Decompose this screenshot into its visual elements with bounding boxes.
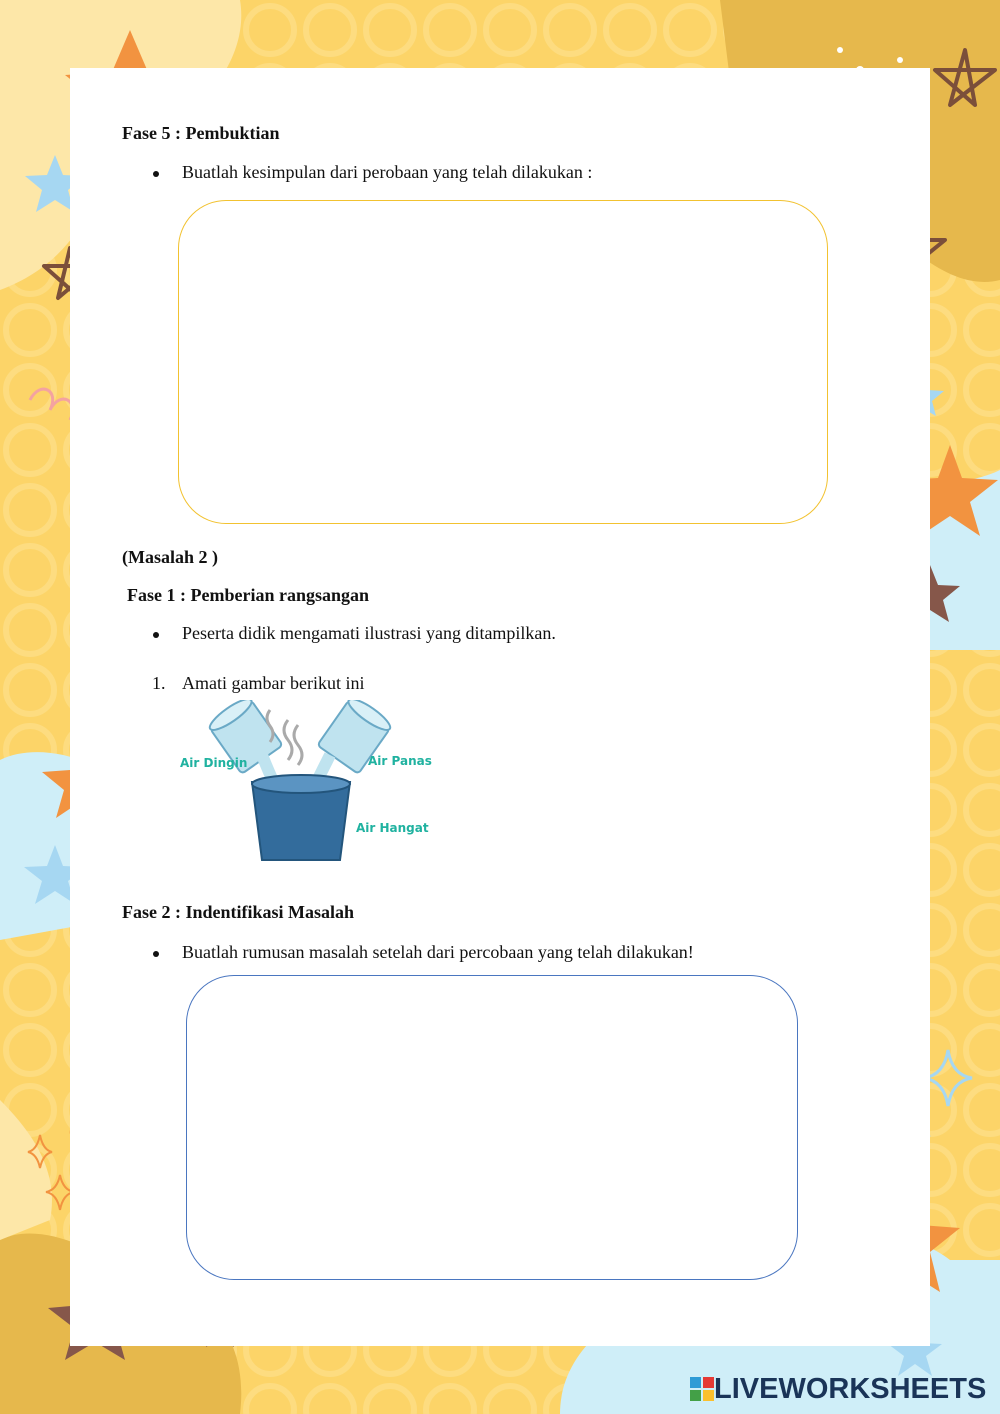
bullet-dot bbox=[153, 632, 159, 638]
instruction-look-picture: Amati gambar berikut ini bbox=[182, 673, 365, 693]
bullet-dot bbox=[153, 171, 159, 177]
instruction-problem-formulation: Buatlah rumusan masalah setelah dari percobaan yang telah dilakukan! bbox=[182, 942, 694, 962]
liveworksheets-logo-icon bbox=[690, 1377, 714, 1401]
heading-fase-5: Fase 5 : Pembuktian bbox=[122, 123, 280, 143]
bullet-dot bbox=[153, 951, 159, 957]
problem-title: (Masalah 2 ) bbox=[122, 547, 218, 567]
liveworksheets-logo bbox=[690, 1372, 986, 1406]
heading-fase-2: Fase 2 : Indentifikasi Masalah bbox=[122, 902, 355, 922]
water-mixing-illustration bbox=[170, 700, 440, 870]
answer-box-conclusion[interactable] bbox=[178, 200, 828, 524]
heading-fase-1: Fase 1 : Pemberian rangsangan bbox=[127, 585, 369, 605]
label-warm-water: Air Hangat bbox=[356, 821, 429, 835]
instruction-observe: Peserta didik mengamati ilustrasi yang ditampilkan. bbox=[182, 623, 556, 643]
label-cold-water: Air Dingin bbox=[180, 756, 248, 770]
bucket-glasses-drawing bbox=[170, 700, 440, 870]
steam-icon bbox=[284, 720, 292, 760]
brand-name: LIVEWORKSHEETS bbox=[714, 1372, 987, 1405]
label-hot-water: Air Panas bbox=[368, 754, 432, 768]
answer-box-problem[interactable] bbox=[186, 975, 798, 1280]
instruction-conclusion: Buatlah kesimpulan dari perobaan yang telah dilakukan : bbox=[182, 162, 593, 182]
list-number: 1. bbox=[152, 673, 166, 693]
